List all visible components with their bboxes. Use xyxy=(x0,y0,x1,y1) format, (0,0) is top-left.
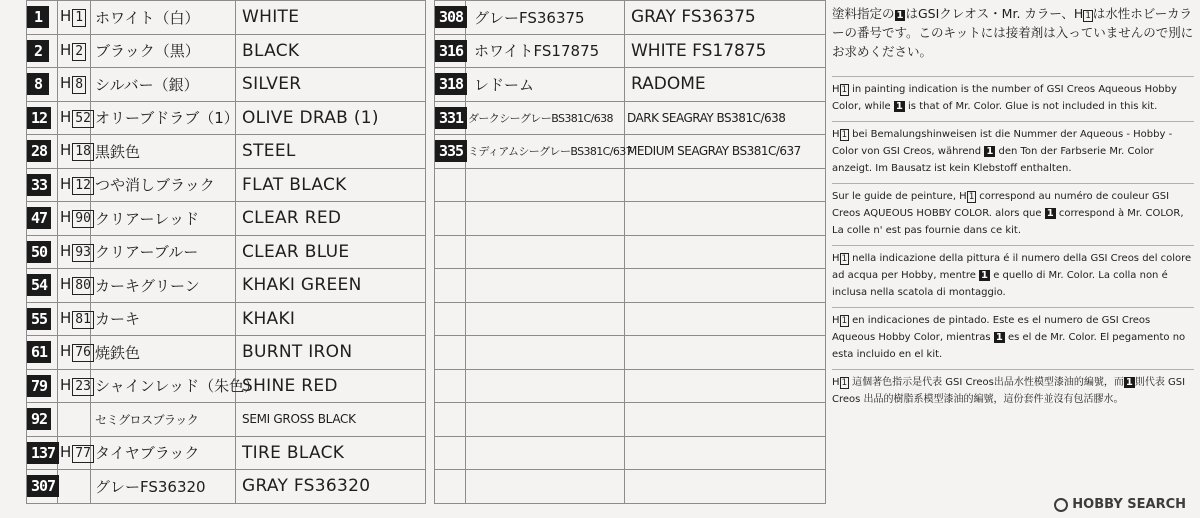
english-name: GRAY FS36320 xyxy=(236,470,426,504)
japanese-name: オリーブドラブ（1） xyxy=(91,101,236,135)
hobby-color-prefix: H xyxy=(60,308,72,327)
note-text: e quello di Mr. Color. La colla non é inclusa nella scatola di montaggio. xyxy=(832,270,1168,298)
note-text: 則代表 GSI Creos 出品的樹脂系模型漆油的編號，這份套件並沒有包活膠水。 xyxy=(832,377,1186,405)
english-name: SHINE RED xyxy=(236,369,426,403)
note-text: correspond au numéro de couleur GSI Creos AQUEOUS HOBBY COLOR. alors que xyxy=(832,191,1170,219)
hobby-color-cell xyxy=(58,34,91,68)
mr-color-number: 61 xyxy=(27,341,51,363)
hobby-color-box: 1 xyxy=(968,192,975,202)
japanese-name: クリアーレッド xyxy=(91,202,236,236)
hobby-color-cell xyxy=(58,135,91,169)
japanese-name: カーキグリーン xyxy=(91,269,236,303)
empty-cell xyxy=(435,470,466,504)
english-name: TIRE BLACK xyxy=(236,436,426,470)
hobby-color-prefix: H xyxy=(60,442,72,461)
mr-color-cell xyxy=(435,135,466,169)
mr-color-cell xyxy=(27,369,58,403)
empty-cell xyxy=(435,436,466,470)
note-japanese xyxy=(832,0,1194,77)
mr-color-cell xyxy=(27,135,58,169)
empty-cell xyxy=(466,436,625,470)
empty-cell xyxy=(435,302,466,336)
english-name: CLEAR BLUE xyxy=(236,235,426,269)
hobby-color-box: 1 xyxy=(841,85,847,95)
hobby-color-prefix: H xyxy=(60,7,72,26)
english-name: GRAY FS36375 xyxy=(625,1,826,35)
hobby-color-cell xyxy=(58,436,91,470)
hobby-color-number: 23 xyxy=(72,378,94,396)
note-spanish xyxy=(832,308,1194,370)
english-name: RADOME xyxy=(625,68,826,102)
table-row xyxy=(27,436,426,470)
hobby-color-prefix: H xyxy=(60,141,72,160)
empty-cell xyxy=(625,168,826,202)
hobby-color-number: 8 xyxy=(72,76,86,94)
table-row xyxy=(27,336,426,370)
empty-cell xyxy=(466,269,625,303)
watermark xyxy=(1054,497,1186,512)
table-row xyxy=(27,135,426,169)
hobby-color-cell xyxy=(58,1,91,35)
mr-color-cell xyxy=(27,403,58,437)
hobby-color-prefix: H xyxy=(60,208,72,227)
mr-color-cell xyxy=(27,336,58,370)
japanese-name: ミディアムシーグレーBS381C/637 xyxy=(466,135,625,169)
empty-cell xyxy=(435,269,466,303)
empty-row xyxy=(435,202,826,236)
empty-row xyxy=(435,403,826,437)
note-text: es el de Mr. Color. El pegamento no esta incluido en el kit. xyxy=(832,332,1186,360)
note-text: はGSIクレオス・Mr. カラー、H xyxy=(905,6,1084,21)
note-text: nella indicazione della pittura é il numero della GSI Creos del colore ad acqua per Hobby, mentre xyxy=(832,253,1192,281)
mr-color-number: 318 xyxy=(435,73,467,95)
mr-color-number: 308 xyxy=(435,6,467,28)
table-row xyxy=(27,101,426,135)
hobby-color-prefix: H xyxy=(60,40,72,59)
note-text: H xyxy=(832,129,840,140)
empty-cell xyxy=(625,235,826,269)
empty-cell xyxy=(625,403,826,437)
hobby-color-prefix: H xyxy=(60,342,72,361)
english-name: STEEL xyxy=(236,135,426,169)
hobby-color-cell xyxy=(58,202,91,236)
hobby-color-box: 1 xyxy=(841,378,847,388)
empty-cell xyxy=(625,369,826,403)
empty-cell xyxy=(625,302,826,336)
empty-row xyxy=(435,369,826,403)
hobby-color-cell xyxy=(58,403,91,437)
english-name: DARK SEAGRAY BS381C/638 xyxy=(625,101,826,135)
empty-cell xyxy=(466,336,625,370)
japanese-name: つや消しブラック xyxy=(91,168,236,202)
watermark-text: HOBBY SEARCH xyxy=(1072,497,1186,512)
mr-color-cell xyxy=(27,302,58,336)
japanese-name: セミグロスブラック xyxy=(91,403,236,437)
note-text: H xyxy=(832,315,840,326)
note-italian xyxy=(832,246,1194,308)
note-french xyxy=(832,184,1194,246)
table-row xyxy=(435,68,826,102)
hobby-color-box: 1 xyxy=(841,316,847,326)
hobby-color-prefix: H xyxy=(60,74,72,93)
note-chinese xyxy=(832,370,1194,414)
english-name: WHITE FS17875 xyxy=(625,34,826,68)
hobby-color-cell xyxy=(58,168,91,202)
japanese-name: 焼鉄色 xyxy=(91,336,236,370)
japanese-name: カーキ xyxy=(91,302,236,336)
mr-color-cell xyxy=(435,1,466,35)
mr-color-cell xyxy=(27,168,58,202)
empty-cell xyxy=(435,202,466,236)
hobby-color-number: 18 xyxy=(72,143,94,161)
hobby-color-prefix: H xyxy=(60,241,72,260)
mr-color-cell xyxy=(27,1,58,35)
empty-cell xyxy=(435,168,466,202)
hobby-color-cell xyxy=(58,68,91,102)
table-row xyxy=(27,1,426,35)
note-text: Sur le guide de peinture, H xyxy=(832,191,967,202)
hobby-color-cell xyxy=(58,336,91,370)
empty-cell xyxy=(435,403,466,437)
table-row xyxy=(27,403,426,437)
japanese-name: シャインレッド（朱色） xyxy=(91,369,236,403)
table-row xyxy=(27,68,426,102)
note-text: H xyxy=(832,84,840,95)
hobby-color-box: 1 xyxy=(841,254,847,264)
empty-cell xyxy=(625,436,826,470)
note-text: is that of Mr. Color. Glue is not included in this kit. xyxy=(904,101,1158,112)
mr-color-number: 12 xyxy=(27,107,51,129)
mr-color-cell xyxy=(27,269,58,303)
hobby-color-number: 2 xyxy=(72,43,86,61)
table-row xyxy=(27,302,426,336)
mr-color-number: 8 xyxy=(27,73,49,95)
note-text: H xyxy=(832,377,840,388)
mr-color-badge: 1 xyxy=(895,101,903,112)
empty-cell xyxy=(466,202,625,236)
empty-row xyxy=(435,269,826,303)
mr-color-number: 2 xyxy=(27,40,49,62)
empty-cell xyxy=(466,302,625,336)
empty-row xyxy=(435,436,826,470)
hobby-color-cell xyxy=(58,302,91,336)
mr-color-number: 331 xyxy=(435,107,467,129)
empty-cell xyxy=(466,168,625,202)
mr-color-cell xyxy=(27,101,58,135)
hobby-color-cell xyxy=(58,235,91,269)
empty-cell xyxy=(466,403,625,437)
mr-color-cell xyxy=(27,202,58,236)
hobby-color-number: 93 xyxy=(72,244,94,262)
hobby-color-number: 1 xyxy=(72,9,86,27)
table-row xyxy=(27,168,426,202)
hobby-color-prefix: H xyxy=(60,275,72,294)
empty-row xyxy=(435,235,826,269)
empty-cell xyxy=(435,235,466,269)
empty-row xyxy=(435,336,826,370)
english-name: KHAKI GREEN xyxy=(236,269,426,303)
hobby-color-number: 81 xyxy=(72,311,94,329)
notes-panel xyxy=(832,0,1194,414)
english-name: SEMI GROSS BLACK xyxy=(236,403,426,437)
english-name: BURNT IRON xyxy=(236,336,426,370)
table-row xyxy=(435,34,826,68)
table-row xyxy=(27,470,426,504)
mr-color-badge: 1 xyxy=(995,332,1003,343)
mr-color-number: 79 xyxy=(27,375,51,397)
mr-color-cell xyxy=(435,68,466,102)
table-row xyxy=(27,269,426,303)
left-paint-table xyxy=(26,0,426,504)
mr-color-number: 137 xyxy=(27,442,59,464)
empty-cell xyxy=(435,369,466,403)
mr-color-badge: 1 xyxy=(1125,377,1133,388)
mr-color-number: 55 xyxy=(27,308,51,330)
mr-color-number: 335 xyxy=(435,140,467,162)
empty-row xyxy=(435,302,826,336)
mr-color-number: 307 xyxy=(27,475,59,497)
empty-cell xyxy=(625,269,826,303)
mr-color-cell xyxy=(27,34,58,68)
table-row xyxy=(27,202,426,236)
english-name: FLAT BLACK xyxy=(236,168,426,202)
mid-paint-table xyxy=(434,0,826,504)
hobby-color-cell xyxy=(58,101,91,135)
japanese-name: ホワイト（白） xyxy=(91,1,236,35)
english-name: BLACK xyxy=(236,34,426,68)
table-row xyxy=(27,34,426,68)
empty-cell xyxy=(466,235,625,269)
english-name: SILVER xyxy=(236,68,426,102)
english-name: CLEAR RED xyxy=(236,202,426,236)
mr-color-cell xyxy=(27,436,58,470)
hobby-color-prefix: H xyxy=(60,107,72,126)
japanese-name: ブラック（黒） xyxy=(91,34,236,68)
empty-cell xyxy=(625,470,826,504)
mr-color-cell xyxy=(435,34,466,68)
hobby-color-cell xyxy=(58,369,91,403)
mr-color-number: 50 xyxy=(27,241,51,263)
note-english xyxy=(832,77,1194,122)
hobby-color-number: 52 xyxy=(72,110,94,128)
mr-color-badge: 1 xyxy=(981,270,989,281)
mr-color-number: 28 xyxy=(27,140,51,162)
mr-color-badge: 1 xyxy=(986,146,994,157)
table-row xyxy=(27,369,426,403)
hobby-color-number: 80 xyxy=(72,277,94,295)
english-name: MEDIUM SEAGRAY BS381C/637 xyxy=(625,135,826,169)
note-text: は水性ホビーカラーの番号です。このキットには接着剤は入っていませんので別にお求めください。 xyxy=(832,6,1194,59)
mr-color-number: 33 xyxy=(27,174,51,196)
hobby-color-cell xyxy=(58,269,91,303)
japanese-name: クリアーブルー xyxy=(91,235,236,269)
mr-color-cell xyxy=(27,235,58,269)
mr-color-badge: 1 xyxy=(896,10,904,21)
note-german xyxy=(832,122,1194,184)
note-text: en indicaciones de pintado. Este es el numero de GSI Creos Aqueous Hobby Color, mientras xyxy=(832,315,1151,343)
hobby-search-logo-icon xyxy=(1054,498,1068,512)
japanese-name: ホワイトFS17875 xyxy=(466,34,625,68)
empty-row xyxy=(435,168,826,202)
empty-cell xyxy=(466,470,625,504)
mr-color-number: 47 xyxy=(27,207,51,229)
mr-color-number: 316 xyxy=(435,40,467,62)
hobby-color-number: 76 xyxy=(72,344,94,362)
note-text: in painting indication is the number of GSI Creos Aqueous Hobby Color, while xyxy=(832,84,1177,112)
table-row xyxy=(435,101,826,135)
english-name: KHAKI xyxy=(236,302,426,336)
mr-color-cell xyxy=(27,470,58,504)
japanese-name: レドーム xyxy=(466,68,625,102)
hobby-color-number: 12 xyxy=(72,177,94,195)
japanese-name: 黒鉄色 xyxy=(91,135,236,169)
mr-color-badge: 1 xyxy=(1046,208,1054,219)
empty-cell xyxy=(466,369,625,403)
hobby-color-box: 1 xyxy=(841,130,847,140)
empty-cell xyxy=(625,202,826,236)
hobby-color-number: 90 xyxy=(72,210,94,228)
english-name: WHITE xyxy=(236,1,426,35)
note-text: H xyxy=(832,253,840,264)
hobby-color-prefix: H xyxy=(60,375,72,394)
japanese-name: シルバー（銀） xyxy=(91,68,236,102)
mr-color-cell xyxy=(435,101,466,135)
note-text: bei Bemalungshinweisen ist die Nummer der Aqueous - Hobby - Color von GSI Creos, während xyxy=(832,129,1173,157)
table-row xyxy=(435,1,826,35)
mr-color-cell xyxy=(27,68,58,102)
mr-color-number: 92 xyxy=(27,408,51,430)
japanese-name: ダークシーグレーBS381C/638 xyxy=(466,101,625,135)
empty-row xyxy=(435,470,826,504)
table-row xyxy=(435,135,826,169)
note-text: den Ton der Farbserie Mr. Color anzeigt. Im Bausatz ist kein Klebstoff enthalten. xyxy=(832,146,1154,174)
note-text: 這個著色指示是代表 GSI Creos出品水性模型漆油的編號，而 xyxy=(848,377,1124,388)
hobby-color-box: 1 xyxy=(1085,11,1091,21)
japanese-name: タイヤブラック xyxy=(91,436,236,470)
japanese-name: グレーFS36320 xyxy=(91,470,236,504)
empty-cell xyxy=(435,336,466,370)
empty-cell xyxy=(625,336,826,370)
hobby-color-prefix: H xyxy=(60,174,72,193)
hobby-color-number: 77 xyxy=(72,445,94,463)
mr-color-number: 54 xyxy=(27,274,51,296)
note-text: correspond à Mr. COLOR, La colle n' est pas fournie dans ce kit. xyxy=(832,208,1184,236)
japanese-name: グレーFS36375 xyxy=(466,1,625,35)
mr-color-number: 1 xyxy=(27,6,49,28)
table-row xyxy=(27,235,426,269)
english-name: OLIVE DRAB (1) xyxy=(236,101,426,135)
note-text: 塗料指定の xyxy=(832,6,895,21)
hobby-color-cell xyxy=(58,470,91,504)
